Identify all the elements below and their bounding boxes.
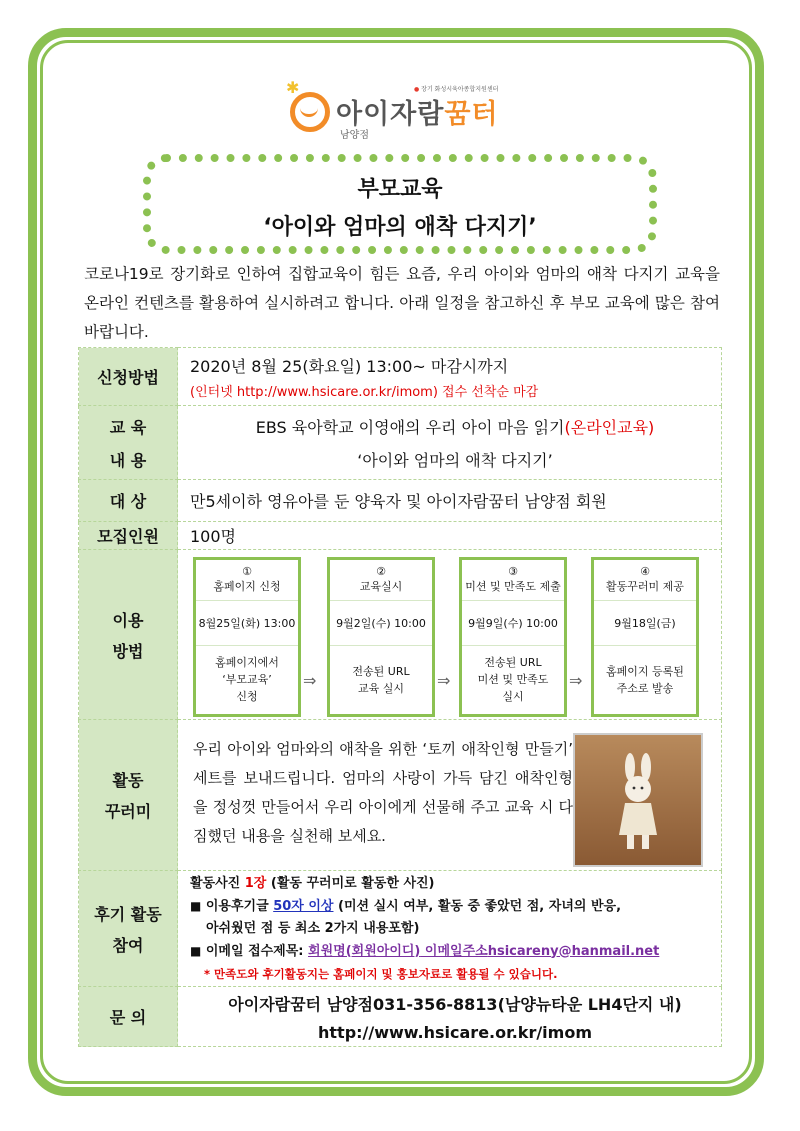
apply-link[interactable]: (인터넷 http://www.hsicare.or.kr/imom) 접수 선착순 마감 — [190, 384, 539, 400]
contact-phone: 아이자람꿈터 남양점031-356-8813(남양뉴타운 LH4단지 내) — [228, 994, 682, 1014]
row-content — [79, 406, 722, 480]
capacity-value: 100명 — [178, 522, 722, 550]
email-link[interactable]: hsicareny@hanmail.net — [487, 943, 660, 959]
step-2: ② 교육실시 9월2일(수) 10:00 전송된 URL 교육 실시 — [327, 557, 435, 717]
step-1: ① 홈페이지 신청 8월25일(화) 13:00 홈페이지에서 ‘부모교육’ 신청 — [193, 557, 301, 717]
step-4: ④ 활동꾸러미 제공 9월18일(금) 홈페이지 등록된 주소로 발송 — [591, 557, 699, 717]
row-apply — [79, 348, 722, 406]
logo-org-line: ● 장기 화성시육아종합지원센터 — [414, 86, 499, 93]
content-value — [178, 406, 722, 480]
step-3: ③ 미션 및 만족도 제출 9월9일(수) 10:00 전송된 URL 미션 및 만족도 실시 — [459, 557, 567, 717]
bunny-doll-photo — [573, 733, 703, 867]
usage-steps-cell — [178, 550, 722, 720]
bunny-icon — [615, 753, 661, 853]
label-capacity: 모집인원 — [79, 522, 178, 550]
row-usage — [79, 550, 722, 720]
activity-cell — [178, 720, 722, 871]
row-capacity — [79, 522, 722, 550]
star-icon: ✱ — [286, 78, 300, 97]
row-review — [79, 871, 722, 987]
apply-value — [178, 348, 722, 406]
review-email-line: ■ 이메일 접수제목: 회원명(회원아이디) 이메일주소hsicareny@hanmail.net — [190, 943, 660, 959]
logo-branch: 남양점 — [340, 130, 369, 141]
label-usage: 이용 방법 — [79, 550, 178, 720]
contact-cell — [178, 987, 722, 1047]
review-text-line2: 아쉬웠던 점 등 최소 2가지 내용포함) — [206, 920, 420, 936]
row-target — [79, 480, 722, 522]
review-note: * 만족도와 후기활동지는 홈페이지 및 홍보자료로 활용될 수 있습니다. — [204, 966, 558, 981]
intro-paragraph: 코로나19로 장기화로 인하여 집합교육이 힘든 요즘, 우리 아이와 엄마의 애착 다지기 교육을 온라인 컨텐츠를 활용하여 실시하려고 합니다. 아래 일정을 참고하신 후 부모 교육에 많은 참여바랍니다. — [84, 265, 720, 341]
content-line1: EBS 육아학교 이영애의 우리 아이 마음 읽기(온라인교육) — [255, 417, 655, 437]
label-activity: 활동 꾸러미 — [79, 720, 178, 871]
row-activity — [79, 720, 722, 871]
activity-text: 우리 아이와 엄마와의 애착을 위한 ‘토끼 애착인형 만들기’ 세트를 보내드립니다. 엄마의 사랑이 가득 담긴 애착인형을 정성껏 만들어서 우리 아이에게 선물해 주고 교육 시 다짐했던 내용을 실천해 보세요. — [193, 740, 573, 845]
target-value: 만5세이하 영유아를 둔 양육자 및 아이자람꿈터 남양점 회원 — [178, 480, 722, 522]
apply-date: 2020년 8월 25(화요일) 13:00~ 마감시까지 — [190, 356, 509, 376]
label-review: 후기 활동 참여 — [79, 871, 178, 987]
arrow-icon: ⇒ — [303, 670, 317, 690]
contact-url[interactable]: http://www.hsicare.or.kr/imom — [318, 1022, 592, 1042]
label-contact: 문 의 — [79, 987, 178, 1047]
review-text-line: ■ 이용후기글 50자 이상 (미션 실시 여부, 활동 중 좋았던 점, 자녀의 반응, — [190, 898, 622, 914]
content-line2: ‘아이와 엄마의 애착 다지기’ — [357, 450, 553, 470]
label-target: 대 상 — [79, 480, 178, 522]
label-apply: 신청방법 — [79, 348, 178, 406]
review-cell — [178, 871, 722, 987]
info-table — [78, 347, 722, 1047]
row-contact — [79, 987, 722, 1047]
logo — [286, 78, 526, 142]
arrow-icon: ⇒ — [437, 670, 451, 690]
page-subtitle: ‘아이와 엄마의 애착 다지기’ — [263, 215, 537, 240]
usage-steps — [179, 553, 720, 717]
label-content: 교 육 내 용 — [79, 406, 178, 480]
logo-name: 아이자람꿈터 — [336, 99, 499, 130]
review-photo-line: 활동사진 1장 (활동 꾸러미로 활동한 사진) — [190, 875, 435, 891]
arrow-icon: ⇒ — [569, 670, 583, 690]
page-title: 부모교육 — [357, 177, 443, 202]
